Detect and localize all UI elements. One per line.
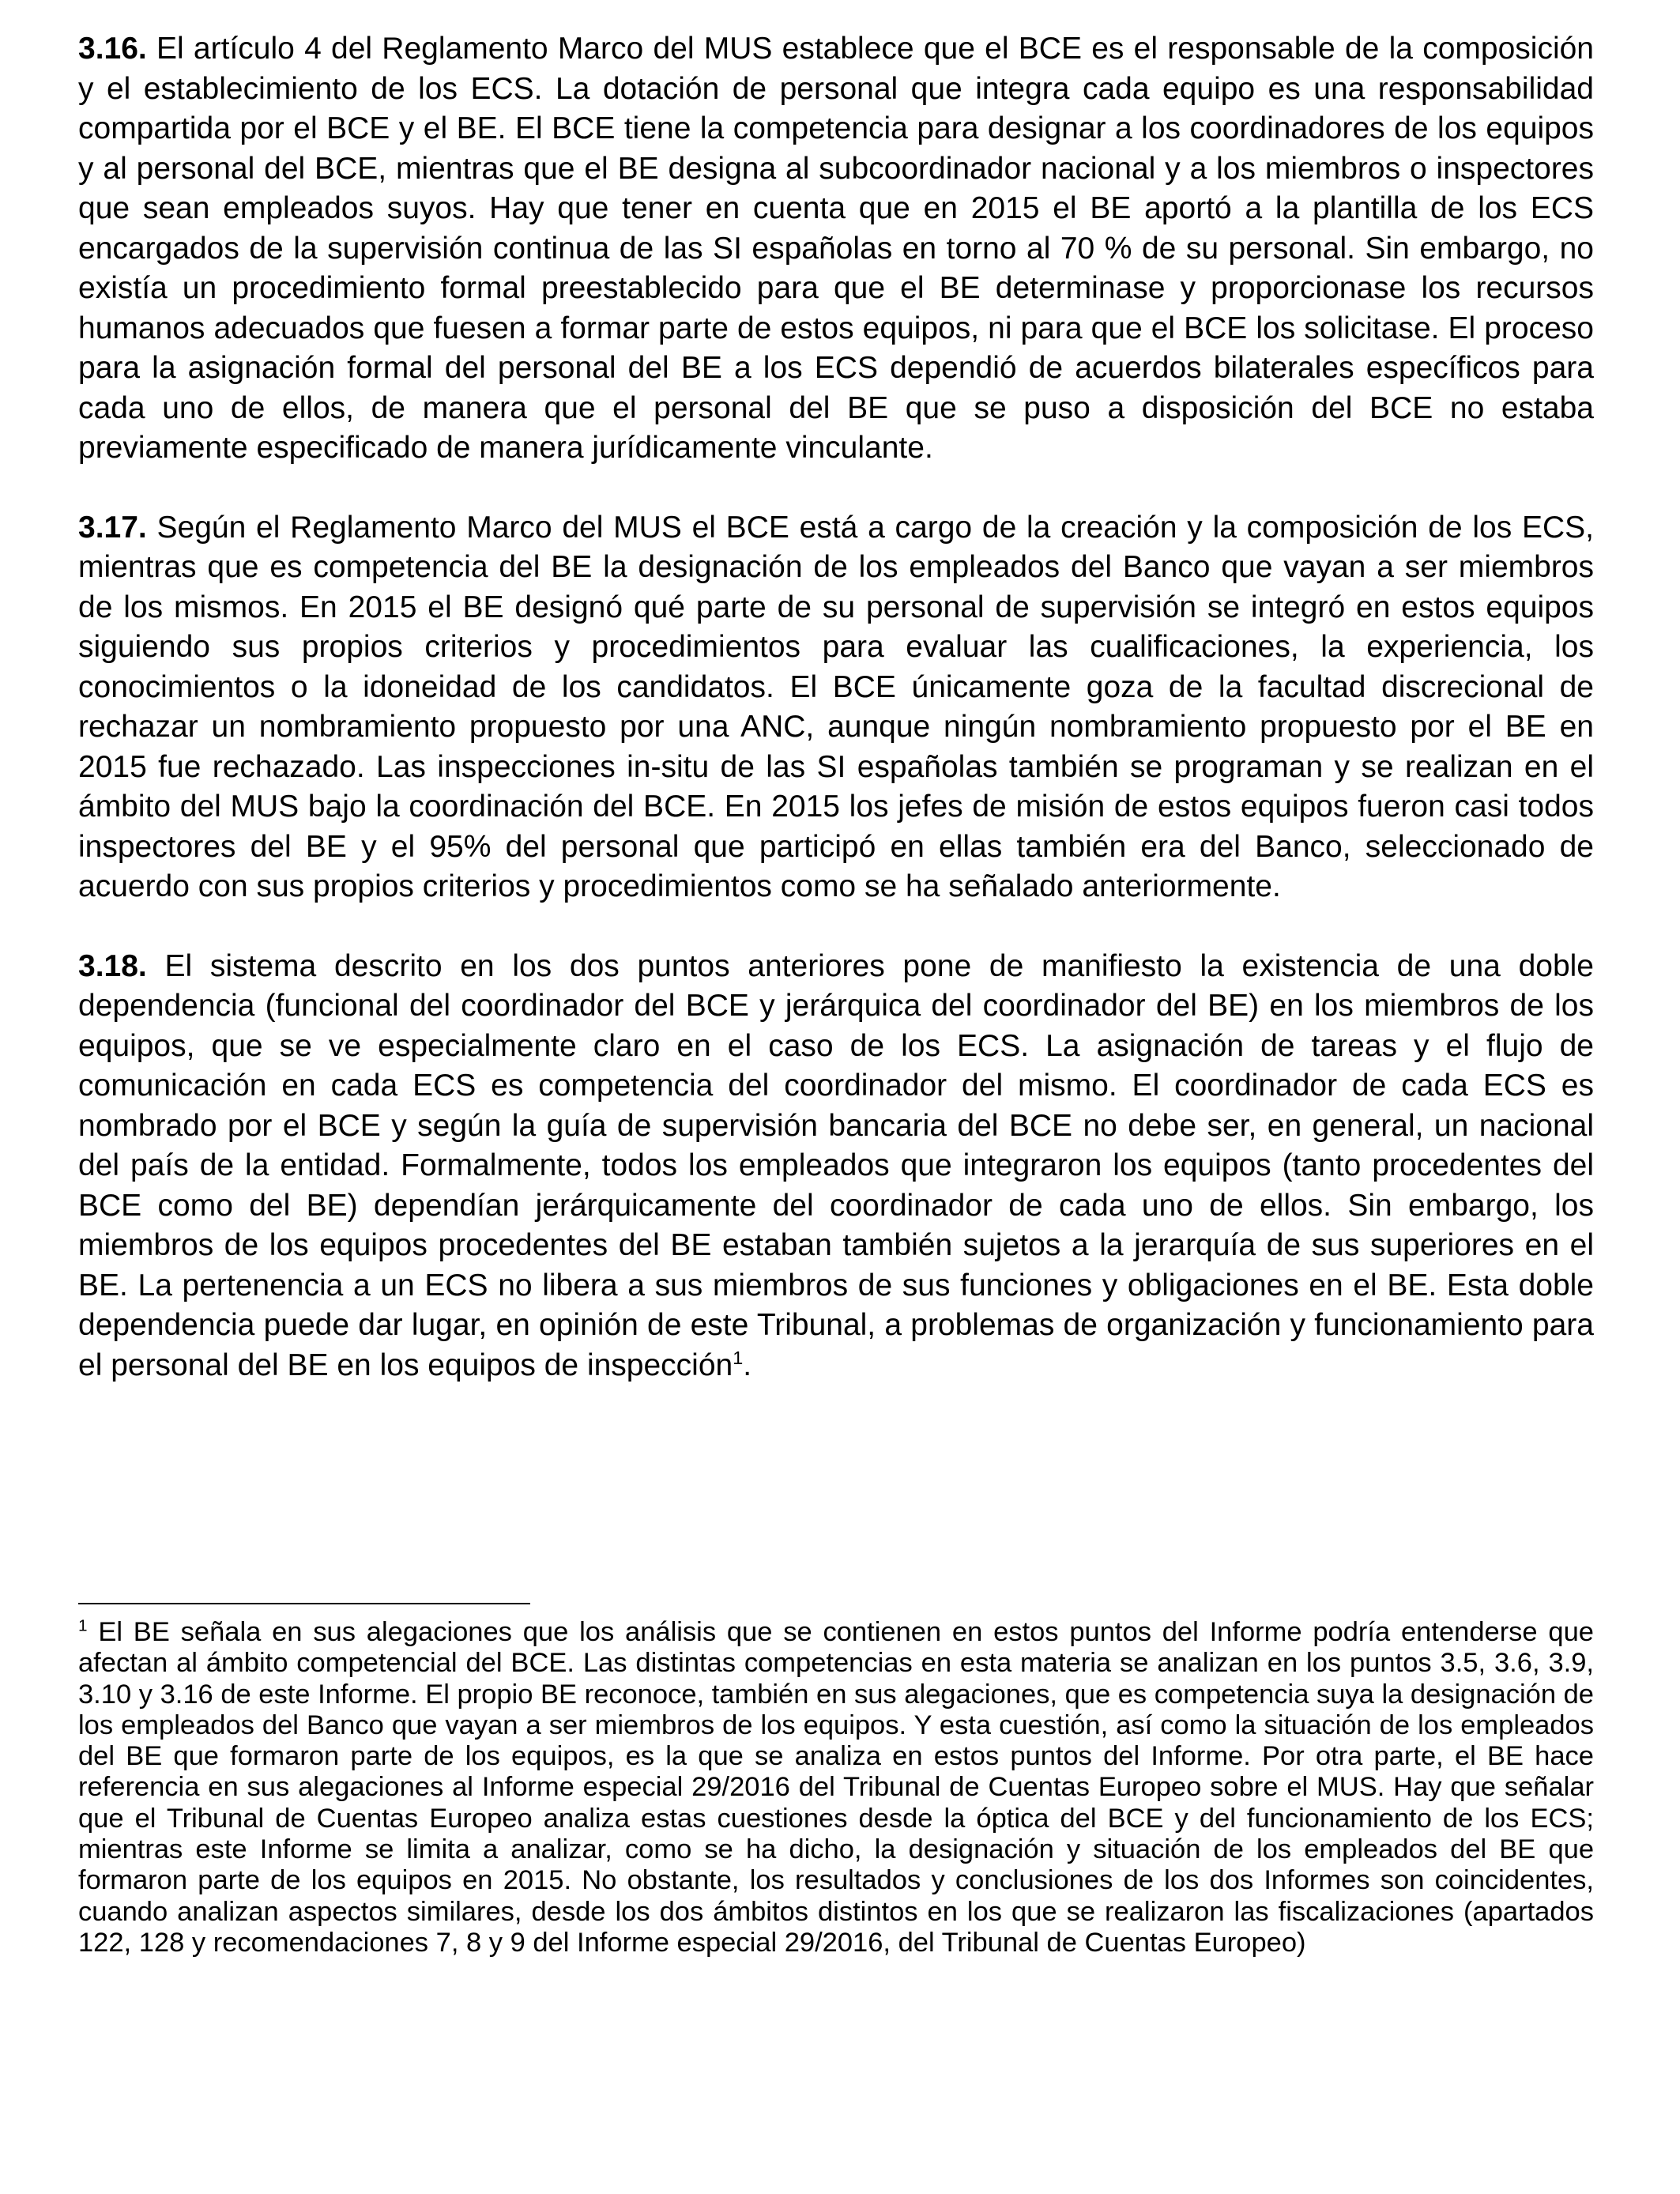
footnote-separator	[78, 1603, 530, 1604]
footnote-text: El BE señala en sus alegaciones que los análisis que se contienen en estos puntos del Informe podría entenderse que afectan al ámbito competencial del BCE. Las distintas competencias en esta materia se analizan en los puntos 3.5, 3.6, 3.9, 3.10 y 3.16 de este Informe. El propio BE reconoce, también en sus alegaciones, que es competencia suya la designación de los empleados del Banco que vayan a ser miembros de los equipos. Y esta cuestión, así como la situación de los empleados del BE que formaron parte de los equipos, es la que se analiza en estos puntos del Informe. Por otra parte, el BE hace referencia en sus alegaciones al Informe especial 29/2016 del Tribunal de Cuentas Europeo sobre el MUS. Hay que señalar que el Tribunal de Cuentas Europeo analiza estas cuestiones desde la óptica del BCE y del funcionamiento de los ECS; mientras este Informe se limita a analizar, como se ha dicho, la designación y situación de los empleados del BE que formaron parte de los equipos en 2015. No obstante, los resultados y conclusiones de los dos Informes son coincidentes, cuando analizan aspectos similares, desde los dos ámbitos distintos en los que se realizaron las fiscalizaciones (apartados 122, 128 y recomendaciones 7, 8 y 9 del Informe especial 29/2016, del Tribunal de Cuentas Europeo)	[78, 1617, 1594, 1958]
paragraph-number: 3.18.	[78, 948, 147, 983]
document-body	[78, 29, 1594, 1385]
paragraph-number: 3.16.	[78, 32, 147, 66]
paragraph-text: El sistema descrito en los dos puntos anteriores pone de manifiesto la existencia de una doble dependencia (funcional del coordinador del BCE y jerárquica del coordinador del BE) en los miembros de los equipos, que se ve especialmente claro en el caso de los ECS. La asignación de tareas y el flujo de comunicación en cada ECS es competencia del coordinador del mismo. El coordinador de cada ECS es nombrado por el BCE y según la guía de supervisión bancaria del BCE no debe ser, en general, un nacional del país de la entidad. Formalmente, todos los empleados que integraron los equipos (tanto procedentes del BCE como del BE) dependían jerárquicamente del coordinador de cada uno de ellos. Sin embargo, los miembros de los equipos procedentes del BE estaban también sujetos a la jerarquía de sus superiores en el BE. La pertenencia a un ECS no libera a sus miembros de sus funciones y obligaciones en el BE. Esta doble dependencia puede dar lugar, en opinión de este Tribunal, a problemas de organización y funcionamiento para el personal del BE en los equipos de inspección	[78, 948, 1594, 1382]
paragraph-3-18	[78, 947, 1594, 1386]
footnote-1	[78, 1617, 1594, 1958]
paragraph-3-16	[78, 29, 1594, 469]
footnote-reference[interactable]: 1	[733, 1347, 744, 1368]
paragraph-3-17	[78, 508, 1594, 907]
paragraph-text: El artículo 4 del Reglamento Marco del MUS establece que el BCE es el responsable de la composición y el establecimiento de los ECS. La dotación de personal que integra cada equipo es una responsabilidad compartida por el BCE y el BE. El BCE tiene la competencia para designar a los coordinadores de los equipos y al personal del BCE, mientras que el BE designa al subcoordinador nacional y a los miembros o inspectores que sean empleados suyos. Hay que tener en cuenta que en 2015 el BE aportó a la plantilla de los ECS encargados de la supervisión continua de las SI españolas en torno al 70 % de su personal. Sin embargo, no existía un procedimiento formal preestablecido para que el BE determinase y proporcionase los recursos humanos adecuados que fuesen a formar parte de estos equipos, ni para que el BCE los solicitase. El proceso para la asignación formal del personal del BE a los ECS dependió de acuerdos bilaterales específicos para cada uno de ellos, de manera que el personal del BE que se puso a disposición del BCE no estaba previamente especificado de manera jurídicamente vinculante.	[78, 32, 1594, 465]
paragraph-text: Según el Reglamento Marco del MUS el BCE está a cargo de la creación y la composición de los ECS, mientras que es competencia del BE la designación de los empleados del Banco que vayan a ser miembros de los mismos. En 2015 el BE designó qué parte de su personal de supervisión se integró en estos equipos siguiendo sus propios criterios y procedimientos para evaluar las cualificaciones, la experiencia, los conocimientos o la idoneidad de los candidatos. El BCE únicamente goza de la facultad discrecional de rechazar un nombramiento propuesto por una ANC, aunque ningún nombramiento propuesto por el BE en 2015 fue rechazado. Las inspecciones in-situ de las SI españolas también se programan y se realizan en el ámbito del MUS bajo la coordinación del BCE. En 2015 los jefes de misión de estos equipos fueron casi todos inspectores del BE y el 95% del personal que participó en ellas también era del Banco, seleccionado de acuerdo con sus propios criterios y procedimientos como se ha señalado anteriormente.	[78, 510, 1594, 903]
footnote-marker: 1	[78, 1616, 88, 1635]
paragraph-number: 3.17.	[78, 510, 147, 545]
paragraph-trailing-punctuation: .	[743, 1348, 752, 1382]
